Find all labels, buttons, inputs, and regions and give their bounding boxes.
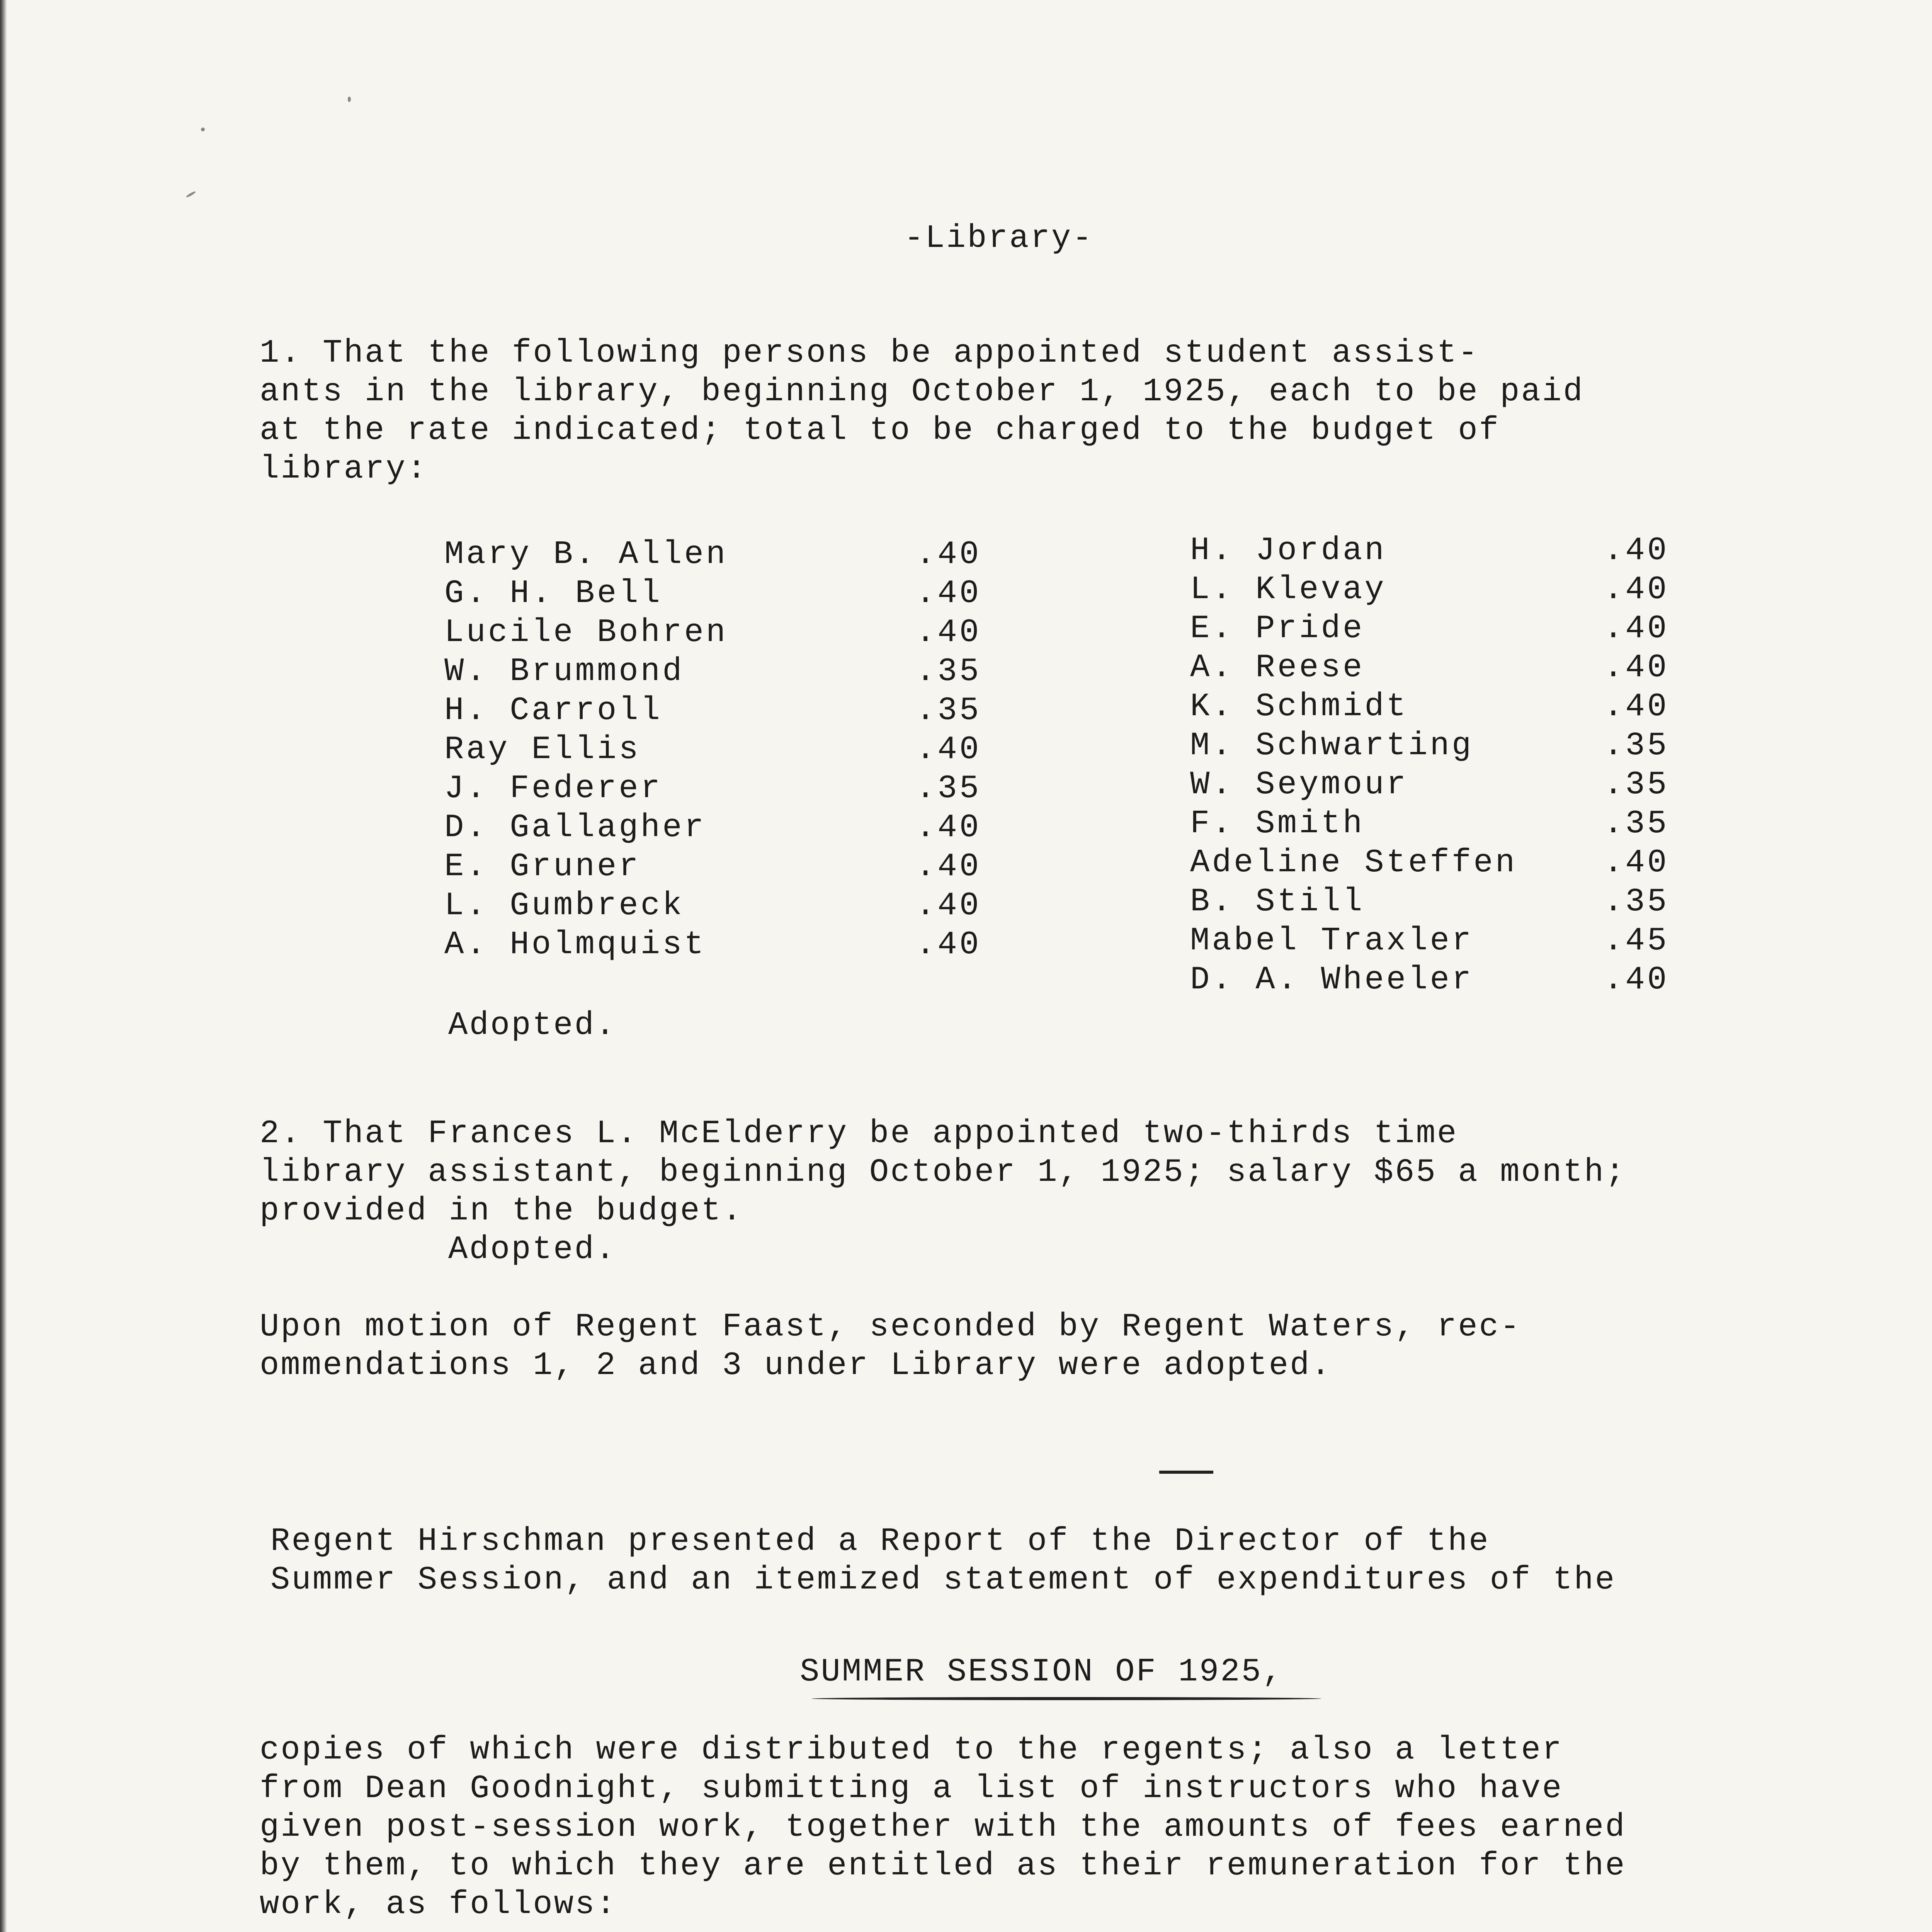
assistant-rate: .35 [1604,728,1669,764]
speck [348,97,351,102]
assistant-name: M. Schwarting [1190,728,1474,764]
assistant-rate: .40 [916,849,981,885]
assistant-rate: .40 [916,927,981,963]
assistant-name: D. Gallagher [444,810,706,846]
assistant-name: H. Carroll [444,692,663,729]
assistant-rate: .40 [916,810,981,846]
adopted-label: Adopted. [448,1231,617,1268]
assistant-rate: .40 [916,888,981,924]
assistant-name: L. Gumbreck [444,888,684,924]
assistant-name: W. Seymour [1190,767,1408,803]
assistant-rate: .40 [1604,611,1669,647]
assistant-rate: .40 [916,536,981,573]
assistant-rate: .40 [916,731,981,768]
assistant-name: F. Smith [1190,806,1365,842]
assistant-name: Lucile Bohren [444,614,728,651]
assistant-name: Adeline Steffen [1190,845,1517,881]
assistant-rate: .40 [1604,689,1669,725]
assistant-rate: .40 [1604,571,1669,608]
item-2-text: 2. That Frances L. McElderry be appointed two-thirds time library assistant, beginning October 1, 1925; salary $65 a month; provided in the budget. [260,1116,1626,1230]
page-heading: -Library- [904,220,1094,257]
assistant-rate: .35 [1604,767,1669,803]
report-intro: Regent Hirschman presented a Report of the Director of the Summer Session, and an itemized statement of expenditures of the [270,1523,1616,1599]
assistant-rate: .35 [916,770,981,807]
assistant-name: Ray Ellis [444,731,641,768]
assistant-name: Mabel Traxler [1190,923,1474,959]
assistant-name: E. Gruner [444,849,641,885]
assistant-name: W. Brummond [444,653,684,690]
summer-session-title: SUMMER SESSION OF 1925, [800,1654,1284,1690]
assistant-name: D. A. Wheeler [1190,962,1474,998]
assistant-rate: .40 [916,614,981,651]
assistant-rate: .40 [916,575,981,612]
assistant-name: E. Pride [1190,611,1365,647]
assistants-left-names [444,535,728,964]
assistant-rate: .45 [1604,923,1669,959]
assistant-rate: .35 [916,653,981,690]
assistant-name: J. Federer [444,770,663,807]
assistant-name: A. Reese [1190,650,1365,686]
assistant-rate: .35 [916,692,981,729]
assistant-name: K. Schmidt [1190,689,1408,725]
speck [185,190,196,198]
assistant-name: B. Still [1190,884,1365,920]
title-underline [811,1697,1321,1700]
assistants-right-names [1190,531,1517,1000]
adopted-label: Adopted. [448,1007,617,1044]
assistant-name: A. Holmquist [444,927,706,963]
assistant-rate: .35 [1604,806,1669,842]
speck [201,128,205,131]
assistant-rate: .40 [1604,845,1669,881]
assistant-name: L. Klevay [1190,571,1386,608]
assistant-rate: .40 [1604,962,1669,998]
assistants-left-rates [916,535,981,964]
page-edge [0,0,7,1932]
assistant-rate: .40 [1604,650,1669,686]
item-1-text: 1. That the following persons be appointed student assist- ants in the library, beginning October 1, 1925, each to be paid at the rate indicated; total to be charged to the budget of library: [260,335,1584,488]
assistant-name: G. H. Bell [444,575,663,612]
assistant-rate: .40 [1604,532,1669,569]
separator-dash [1159,1471,1213,1474]
motion-text: Upon motion of Regent Faast, seconded by Regent Waters, rec- ommendations 1, 2 and 3 under Library were adopted. [260,1309,1521,1384]
assistant-name: H. Jordan [1190,532,1386,569]
assistants-right-rates [1604,531,1669,1000]
assistant-name: Mary B. Allen [444,536,728,573]
assistant-rate: .35 [1604,884,1669,920]
copies-text: copies of which were distributed to the regents; also a letter from Dean Goodnight, submitting a list of instructors who have given post-session work, together with the amounts of fees earned by them, to which they are entitled as their remuneration for the work, as follows: [260,1732,1626,1923]
